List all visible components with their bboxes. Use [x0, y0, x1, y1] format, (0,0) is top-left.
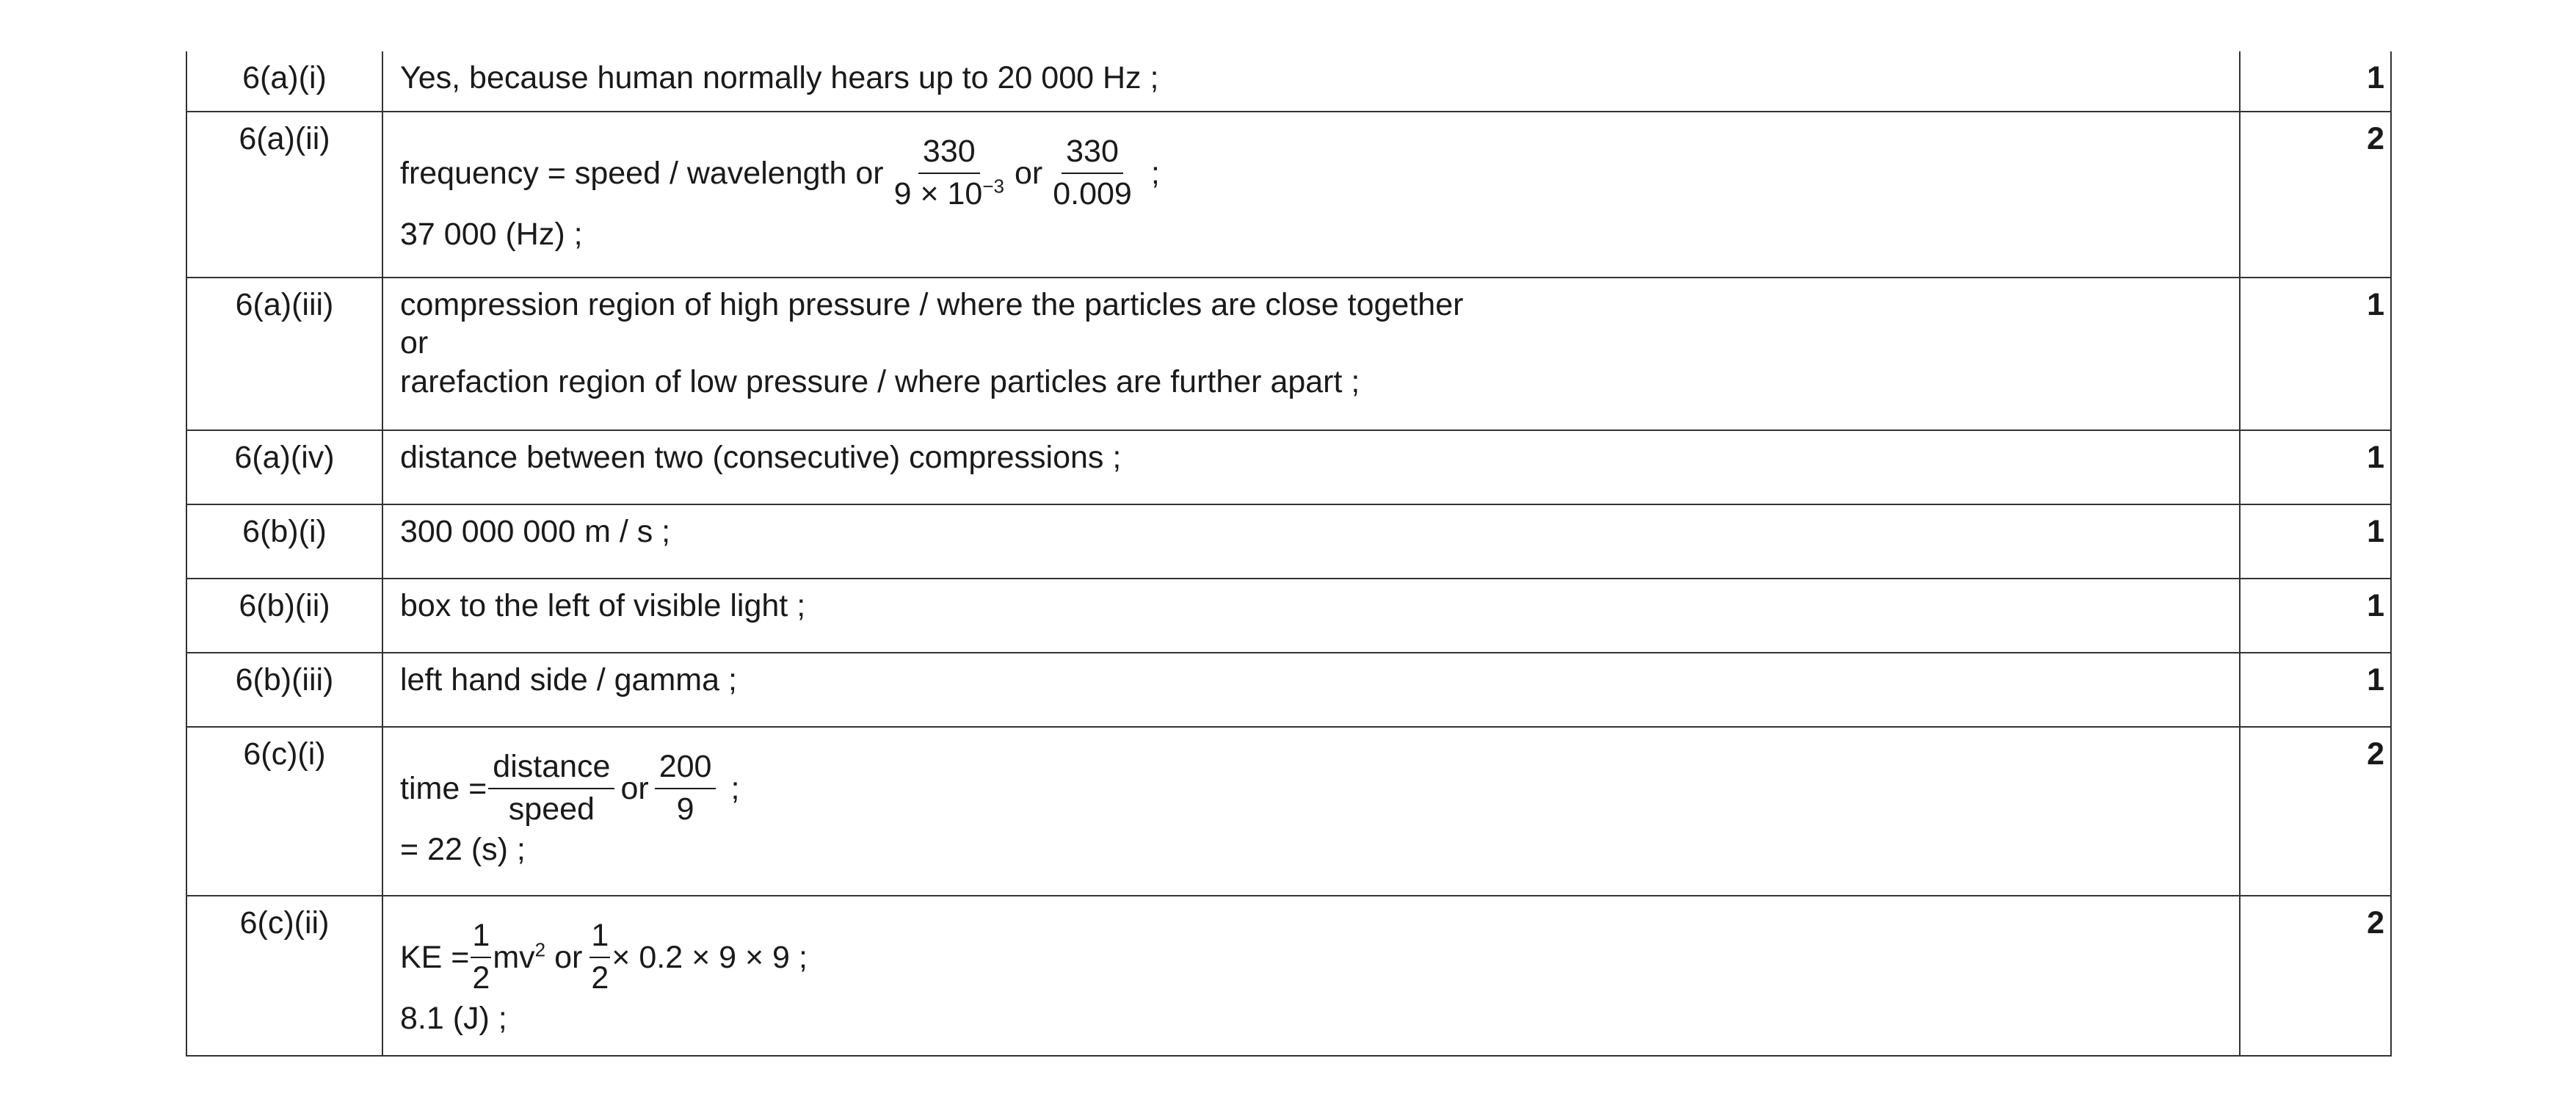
exponent: −3	[982, 175, 1004, 198]
answer-line: = 22 (s) ;	[400, 831, 526, 867]
fraction	[589, 916, 610, 999]
answer-line: compression region of high pressure / where the particles are close together	[400, 287, 1464, 322]
question-number: 6(b)(iii)	[186, 653, 382, 727]
answer-cell	[382, 51, 2240, 112]
equation-lead: KE =	[400, 939, 470, 975]
question-number: 6(b)(ii)	[186, 579, 382, 653]
marks: 1	[2240, 51, 2391, 112]
fraction	[1048, 131, 1136, 215]
answer-line: box to the left of visible light ;	[400, 588, 806, 623]
numerator: 330	[1062, 131, 1123, 174]
or-word: or	[1014, 155, 1043, 191]
answer-line: distance between two (consecutive) compressions ;	[400, 440, 1122, 475]
equation-tail: × 0.2 × 9 × 9	[612, 939, 790, 975]
denominator: 0.009	[1053, 175, 1132, 211]
answer-line: 8.1 (J) ;	[400, 1000, 507, 1036]
marks: 1	[2240, 653, 2391, 727]
equation-lead: time =	[400, 770, 487, 806]
answer-cell	[382, 727, 2240, 896]
numerator: 330	[918, 131, 980, 174]
marks: 1	[2240, 579, 2391, 653]
fraction	[471, 916, 491, 999]
equation-line	[400, 916, 2239, 999]
or-word: or	[554, 939, 583, 975]
answer-cell	[382, 112, 2240, 278]
question-number: 6(a)(iv)	[186, 430, 382, 504]
question-number: 6(a)(i)	[186, 51, 382, 112]
table-row	[186, 727, 2391, 896]
numerator: 1	[589, 916, 610, 958]
term-base: mv	[493, 939, 535, 975]
marks: 1	[2240, 430, 2391, 504]
answer-line: Yes, because human normally hears up to 20 000 Hz ;	[400, 60, 1159, 95]
fraction	[890, 131, 1009, 215]
fraction	[488, 747, 614, 830]
marks: 2	[2240, 896, 2391, 1056]
answer-line: or	[400, 325, 429, 361]
marks: 1	[2240, 278, 2391, 430]
answer-cell	[382, 278, 2240, 430]
denominator-base: 9 × 10	[893, 175, 983, 211]
table-row	[186, 653, 2391, 727]
answer-line: 37 000 (Hz) ;	[400, 216, 583, 252]
denominator: 9	[676, 791, 694, 827]
answer-cell	[382, 504, 2240, 579]
fraction	[655, 747, 716, 830]
denominator	[890, 174, 1009, 215]
denominator: 2	[591, 960, 609, 996]
answer-line: rarefaction region of low pressure / where particles are further apart ;	[400, 363, 1360, 399]
question-number: 6(a)(ii)	[186, 112, 382, 278]
numerator: 200	[655, 747, 716, 789]
semicolon: ;	[798, 939, 808, 975]
numerator: distance	[488, 747, 614, 789]
marks: 1	[2240, 504, 2391, 579]
table-row	[186, 278, 2391, 430]
marks: 2	[2240, 112, 2391, 278]
question-number: 6(c)(i)	[186, 727, 382, 896]
exponent: 2	[534, 938, 546, 961]
table-row	[186, 430, 2391, 504]
answer-cell	[382, 579, 2240, 653]
table-row	[186, 579, 2391, 653]
equation-line	[400, 747, 2239, 830]
answer-line: left hand side / gamma ;	[400, 662, 737, 698]
question-number: 6(a)(iii)	[186, 278, 382, 430]
answer-line: 300 000 000 m / s ;	[400, 514, 671, 549]
table-row	[186, 112, 2391, 278]
answer-cell	[382, 430, 2240, 504]
answer-cell	[382, 653, 2240, 727]
equation-term	[493, 938, 545, 976]
answer-cell	[382, 896, 2240, 1056]
table-row	[186, 504, 2391, 579]
semicolon: ;	[1150, 155, 1160, 191]
or-word: or	[620, 770, 649, 806]
denominator: speed	[508, 791, 595, 827]
semicolon: ;	[730, 770, 740, 806]
equation-line	[400, 131, 2239, 215]
numerator: 1	[471, 916, 491, 958]
equation-lead: frequency = speed / wavelength or	[400, 155, 884, 191]
table-row	[186, 896, 2391, 1056]
mark-scheme-table	[186, 51, 2392, 1057]
table-row	[186, 51, 2391, 112]
question-number: 6(c)(ii)	[186, 896, 382, 1056]
marks: 2	[2240, 727, 2391, 896]
question-number: 6(b)(i)	[186, 504, 382, 579]
denominator: 2	[472, 960, 490, 996]
